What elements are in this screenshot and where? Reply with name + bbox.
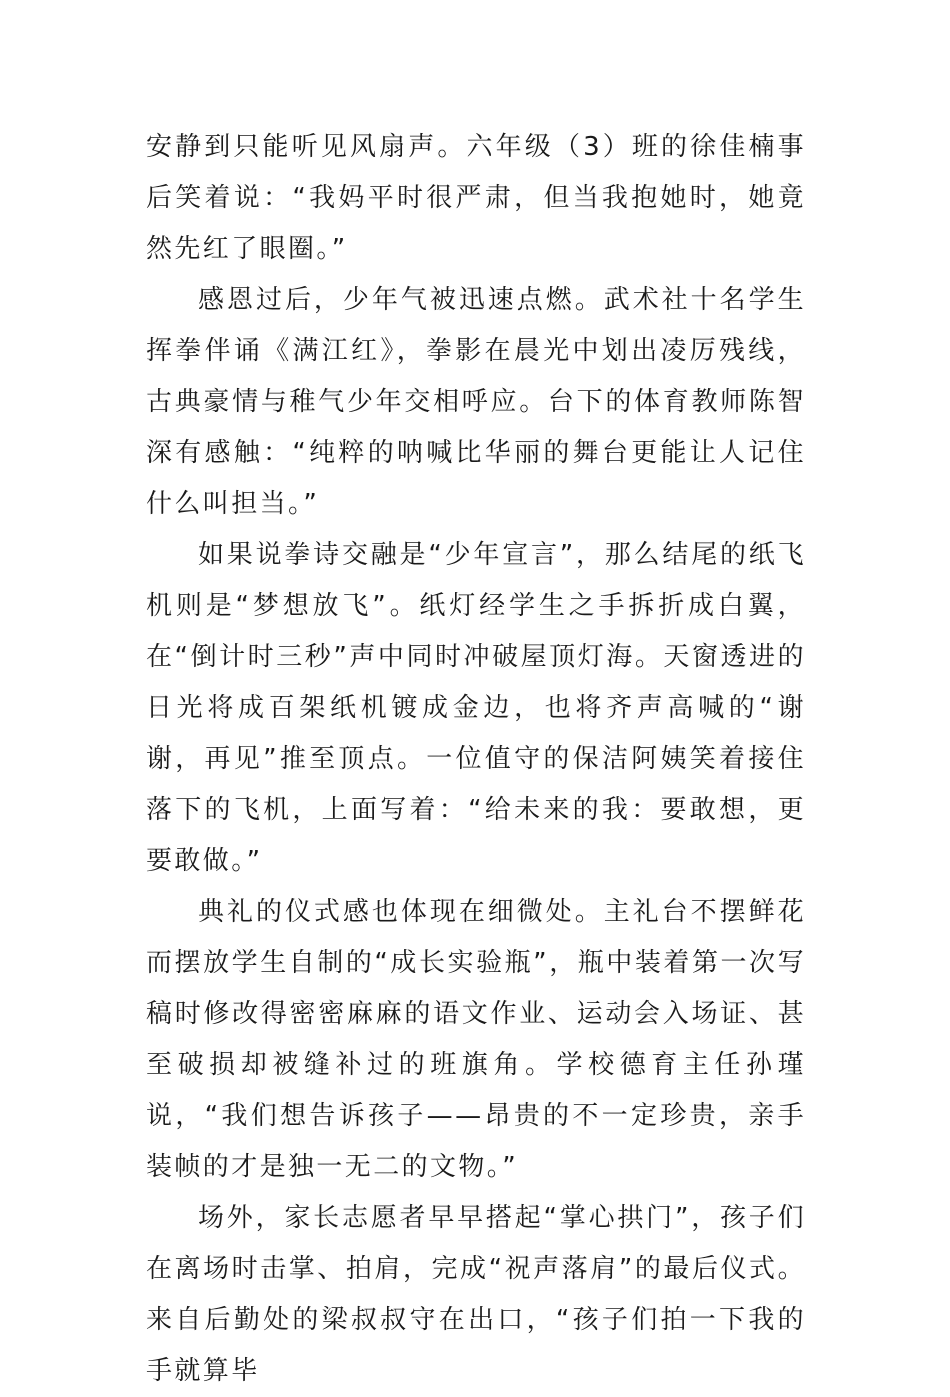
paragraph-4: 典礼的仪式感也体现在细微处。主礼台不摆鲜花而摆放学生自制的“成长实验瓶”，瓶中装着第一次写稿时修改得密密麻麻的语文作业、运动会入场证、甚至破损却被缝补过的班旗角。学校德育主任孙瑾说，“我们想告诉孩子——昂贵的不一定珍贵，亲手装帧的才是独一无二的文物。”	[146, 897, 806, 1182]
paragraph-2: 感恩过后，少年气被迅速点燃。武术社十名学生挥拳伴诵《满江红》，拳影在晨光中划出凌厉残线，古典豪情与稚气少年交相呼应。台下的体育教师陈智深有感触：“纯粹的呐喊比华丽的舞台更能让人记住什么叫担当。”	[146, 285, 806, 519]
paragraph-1: 安静到只能听见风扇声。六年级（3）班的徐佳楠事后笑着说：“我妈平时很严肃，但当我抱她时，她竟然先红了眼圈。”	[146, 132, 806, 264]
article-body	[146, 122, 806, 1397]
paragraph-3: 如果说拳诗交融是“少年宣言”，那么结尾的纸飞机则是“梦想放飞”。纸灯经学生之手拆折成白翼，在“倒计时三秒”声中同时冲破屋顶灯海。天窗透进的日光将成百架纸机镀成金边，也将齐声高喊的“谢谢，再见”推至顶点。一位值守的保洁阿姨笑着接住落下的飞机，上面写着：“给未来的我：要敢想，更要敢做。”	[146, 540, 806, 876]
paragraph-5: 场外，家长志愿者早早搭起“掌心拱门”，孩子们在离场时击掌、拍肩，完成“祝声落肩”的最后仪式。来自后勤处的梁叔叔守在出口，“孩子们拍一下我的手就算毕	[146, 1203, 806, 1386]
